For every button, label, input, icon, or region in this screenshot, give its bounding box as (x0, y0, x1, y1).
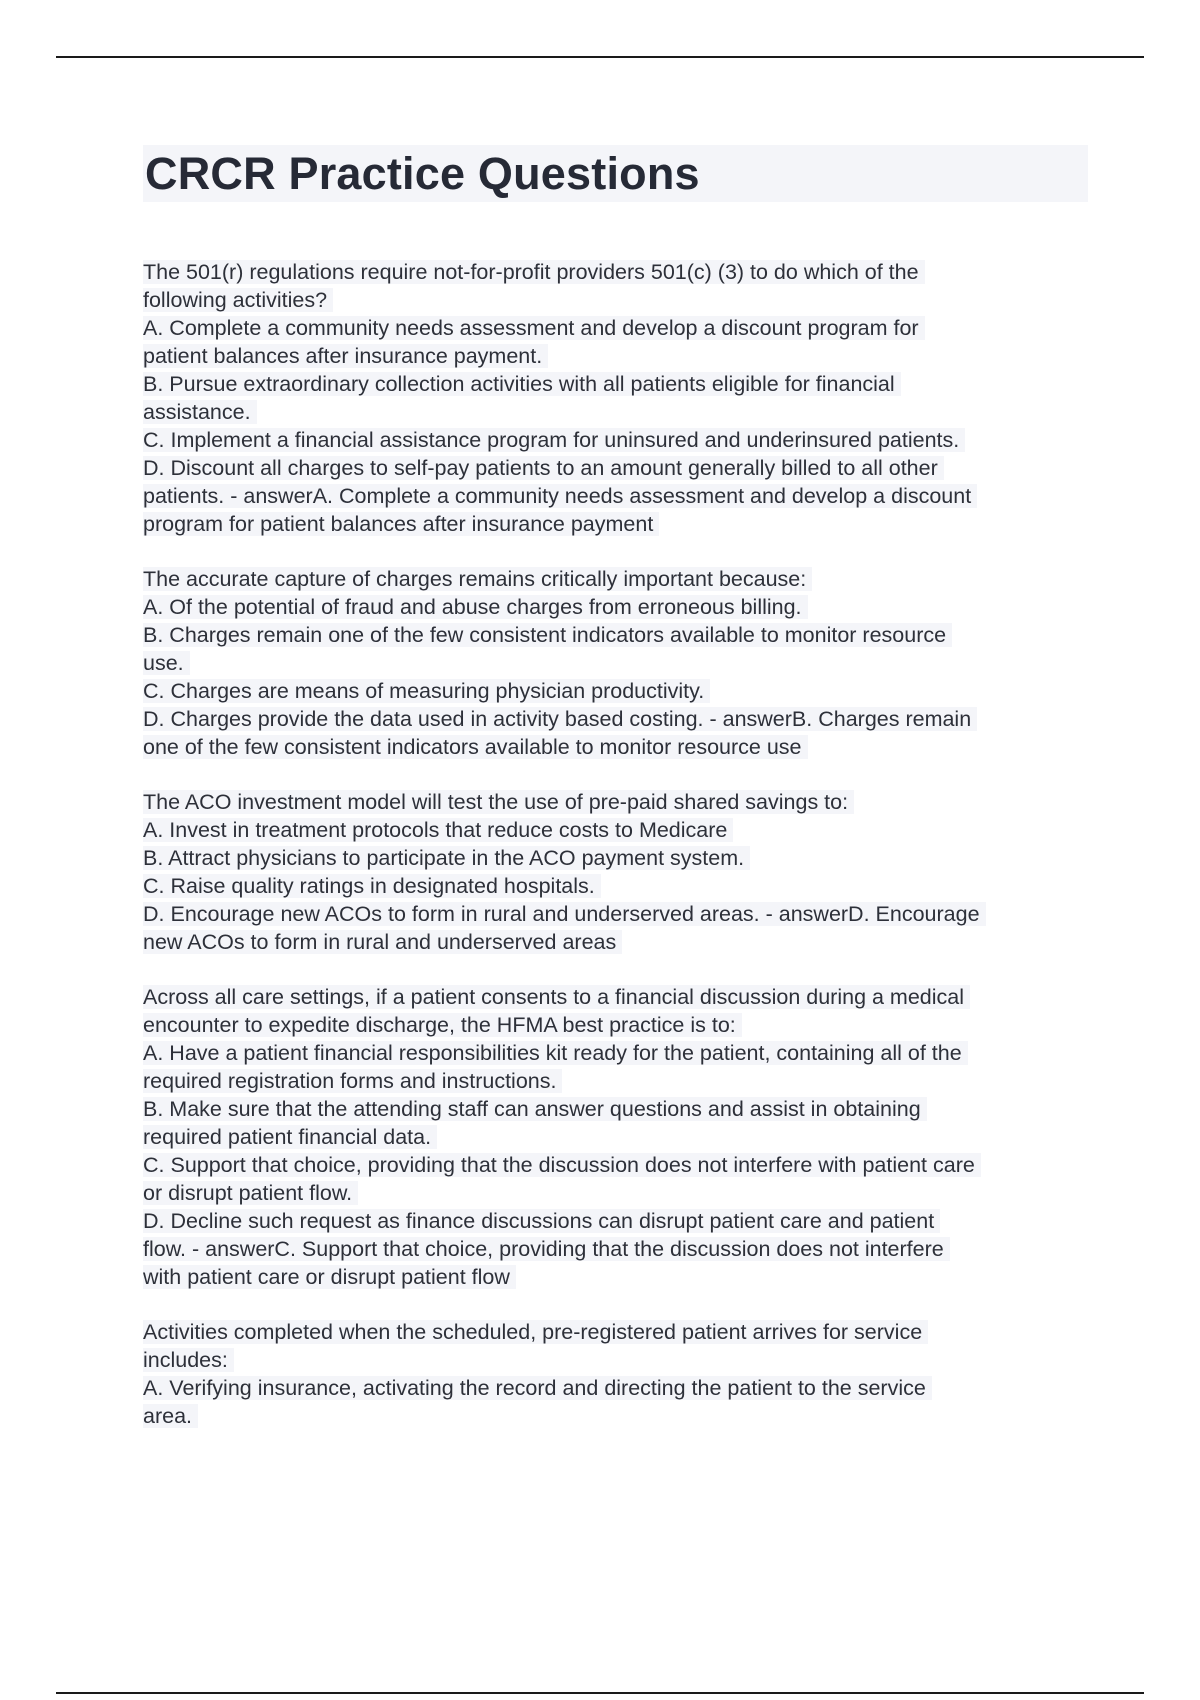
answer-key-line: one of the few consistent indicators available to monitor resource use (143, 733, 1088, 761)
answer-option-line: required registration forms and instructions. (143, 1067, 1088, 1095)
answer-option-line: D. Discount all charges to self-pay patients to an amount generally billed to all other (143, 454, 1088, 482)
answer-option-line: use. (143, 649, 1088, 677)
answer-key-line: new ACOs to form in rural and underserved areas (143, 928, 1088, 956)
answer-key-line: program for patient balances after insurance payment (143, 510, 1088, 538)
answer-key-line: D. Encourage new ACOs to form in rural and underserved areas. - answerD. Encourage (143, 900, 1088, 928)
answer-option-line: A. Complete a community needs assessment and develop a discount program for (143, 314, 1088, 342)
question-line: Across all care settings, if a patient consents to a financial discussion during a medical (143, 983, 1088, 1011)
answer-option-line: assistance. (143, 398, 1088, 426)
answer-option-line: A. Verifying insurance, activating the record and directing the patient to the service (143, 1374, 1088, 1402)
document-body (143, 145, 1088, 1457)
answer-option-line: C. Support that choice, providing that the discussion does not interfere with patient care (143, 1151, 1088, 1179)
answer-option-line: or disrupt patient flow. (143, 1179, 1088, 1207)
question-block (143, 788, 1088, 956)
answer-option-line: required patient financial data. (143, 1123, 1088, 1151)
question-block (143, 565, 1088, 761)
answer-option-line: D. Decline such request as finance discussions can disrupt patient care and patient (143, 1207, 1088, 1235)
question-line: following activities? (143, 286, 1088, 314)
question-line: The ACO investment model will test the use of pre-paid shared savings to: (143, 788, 1088, 816)
answer-key-line: flow. - answerC. Support that choice, providing that the discussion does not interfere (143, 1235, 1088, 1263)
title-band (143, 145, 1088, 202)
answer-option-line: B. Charges remain one of the few consistent indicators available to monitor resource (143, 621, 1088, 649)
question-block (143, 258, 1088, 538)
question-block (143, 1318, 1088, 1430)
question-line: includes: (143, 1346, 1088, 1374)
answer-key-line: patients. - answerA. Complete a community needs assessment and develop a discount (143, 482, 1088, 510)
footer-rule (56, 1692, 1144, 1694)
answer-option-line: A. Have a patient financial responsibilities kit ready for the patient, containing all of the (143, 1039, 1088, 1067)
question-line: The 501(r) regulations require not-for-profit providers 501(c) (3) to do which of the (143, 258, 1088, 286)
question-line: Activities completed when the scheduled, pre-registered patient arrives for service (143, 1318, 1088, 1346)
answer-option-line: B. Make sure that the attending staff can answer questions and assist in obtaining (143, 1095, 1088, 1123)
answer-option-line: patient balances after insurance payment. (143, 342, 1088, 370)
header-rule (56, 56, 1144, 58)
answer-option-line: A. Of the potential of fraud and abuse charges from erroneous billing. (143, 593, 1088, 621)
answer-option-line: B. Pursue extraordinary collection activities with all patients eligible for financial (143, 370, 1088, 398)
answer-option-line: C. Raise quality ratings in designated hospitals. (143, 872, 1088, 900)
answer-option-line: A. Invest in treatment protocols that reduce costs to Medicare (143, 816, 1088, 844)
answer-option-line: C. Charges are means of measuring physician productivity. (143, 677, 1088, 705)
answer-key-line: D. Charges provide the data used in activity based costing. - answerB. Charges remain (143, 705, 1088, 733)
answer-option-line: area. (143, 1402, 1088, 1430)
page-title: CRCR Practice Questions (145, 147, 700, 199)
question-line: encounter to expedite discharge, the HFMA best practice is to: (143, 1011, 1088, 1039)
answer-option-line: B. Attract physicians to participate in the ACO payment system. (143, 844, 1088, 872)
answer-option-line: C. Implement a financial assistance program for uninsured and underinsured patients. (143, 426, 1088, 454)
question-list (143, 258, 1088, 1430)
answer-key-line: with patient care or disrupt patient flow (143, 1263, 1088, 1291)
question-block (143, 983, 1088, 1291)
question-line: The accurate capture of charges remains critically important because: (143, 565, 1088, 593)
